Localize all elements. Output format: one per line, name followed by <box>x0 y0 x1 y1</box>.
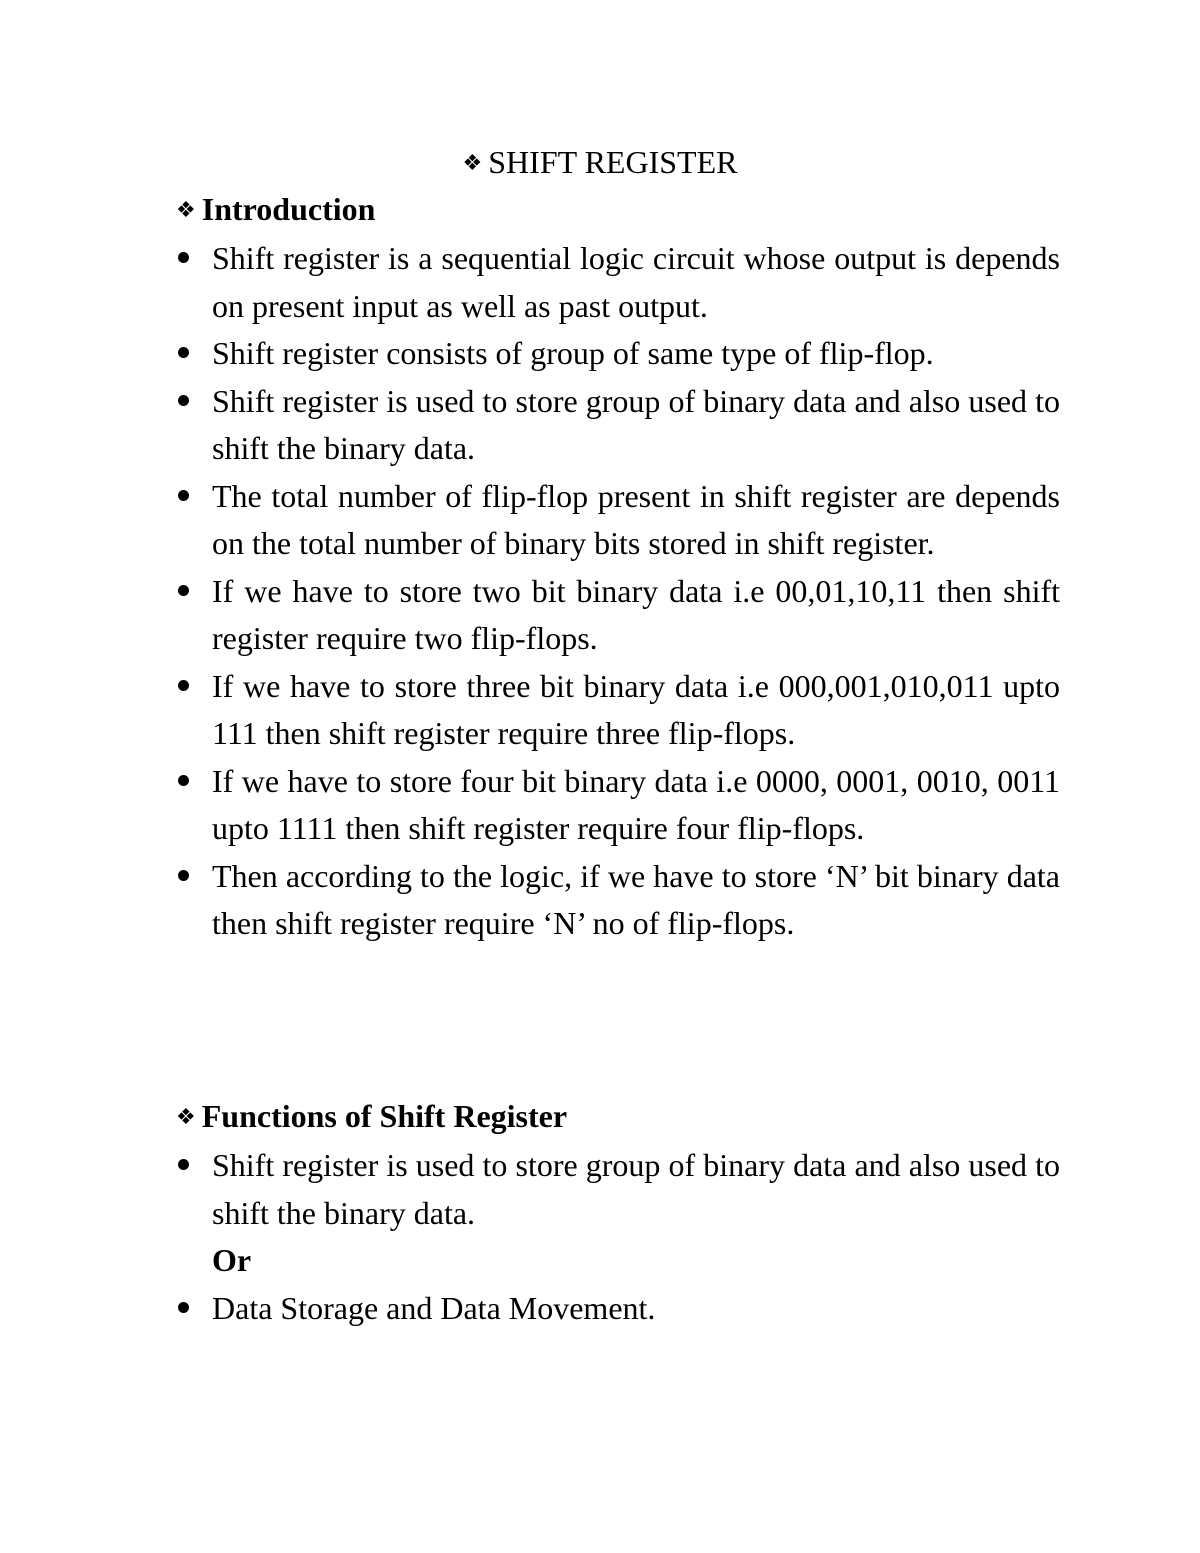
page-title-text: SHIFT REGISTER <box>488 144 738 180</box>
list-item <box>176 758 1060 853</box>
list-item-text: The total number of flip-flop present in shift register are depends on the total number of binary bits stored in shift register. <box>212 477 1060 561</box>
diamond-bullet-icon: ❖ <box>462 151 483 176</box>
list-item-text: Shift register consists of group of same type of flip-flop. <box>212 335 934 371</box>
introduction-heading-text: Introduction <box>201 191 376 227</box>
list-item-text: Shift register is a sequential logic circuit whose output is depends on present input as well as past output. <box>212 240 1060 324</box>
functions-list-1 <box>176 1142 1060 1237</box>
bullet-dot-icon <box>178 1302 189 1313</box>
list-item <box>176 1285 1060 1333</box>
bullet-dot-icon <box>178 585 189 596</box>
list-item-text: Shift register is used to store group of binary data and also used to shift the binary data. <box>212 1147 1060 1231</box>
list-item <box>176 853 1060 948</box>
bullet-dot-icon <box>178 490 189 501</box>
bullet-dot-icon <box>178 252 189 263</box>
list-item <box>176 235 1060 330</box>
introduction-list <box>176 235 1060 948</box>
list-item <box>176 1142 1060 1237</box>
list-item <box>176 663 1060 758</box>
diamond-bullet-icon: ❖ <box>176 1105 196 1130</box>
list-item <box>176 330 1060 378</box>
list-item-text: Then according to the logic, if we have to store ‘N’ bit binary data then shift register require ‘N’ no of flip-flops. <box>212 857 1060 941</box>
list-item-text: If we have to store two bit binary data i.e 00,01,10,11 then shift register require two flip-flops. <box>212 572 1060 656</box>
list-item <box>176 473 1060 568</box>
list-item-text: Shift register is used to store group of binary data and also used to shift the binary data. <box>212 382 1060 466</box>
functions-heading <box>176 1094 567 1140</box>
list-item <box>176 568 1060 663</box>
functions-list-2 <box>176 1285 1060 1333</box>
functions-heading-text: Functions of Shift Register <box>201 1098 568 1134</box>
introduction-heading <box>176 187 375 233</box>
list-item-text: Data Storage and Data Movement. <box>212 1290 656 1326</box>
bullet-dot-icon <box>178 870 189 881</box>
or-label: Or <box>212 1242 252 1278</box>
list-item <box>176 378 1060 473</box>
list-item-text: If we have to store three bit binary data i.e 000,001,010,011 upto 111 then shift register require three flip-flops. <box>212 667 1060 751</box>
bullet-dot-icon <box>178 775 189 786</box>
bullet-dot-icon <box>178 1159 189 1170</box>
diamond-bullet-icon: ❖ <box>176 198 196 223</box>
bullet-dot-icon <box>178 680 189 691</box>
bullet-dot-icon <box>178 395 189 406</box>
list-item-text: If we have to store four bit binary data i.e 0000, 0001, 0010, 0011 upto 1111 then shift register require four flip-flops. <box>212 762 1060 846</box>
page-title <box>0 140 1200 186</box>
bullet-dot-icon <box>178 347 189 358</box>
